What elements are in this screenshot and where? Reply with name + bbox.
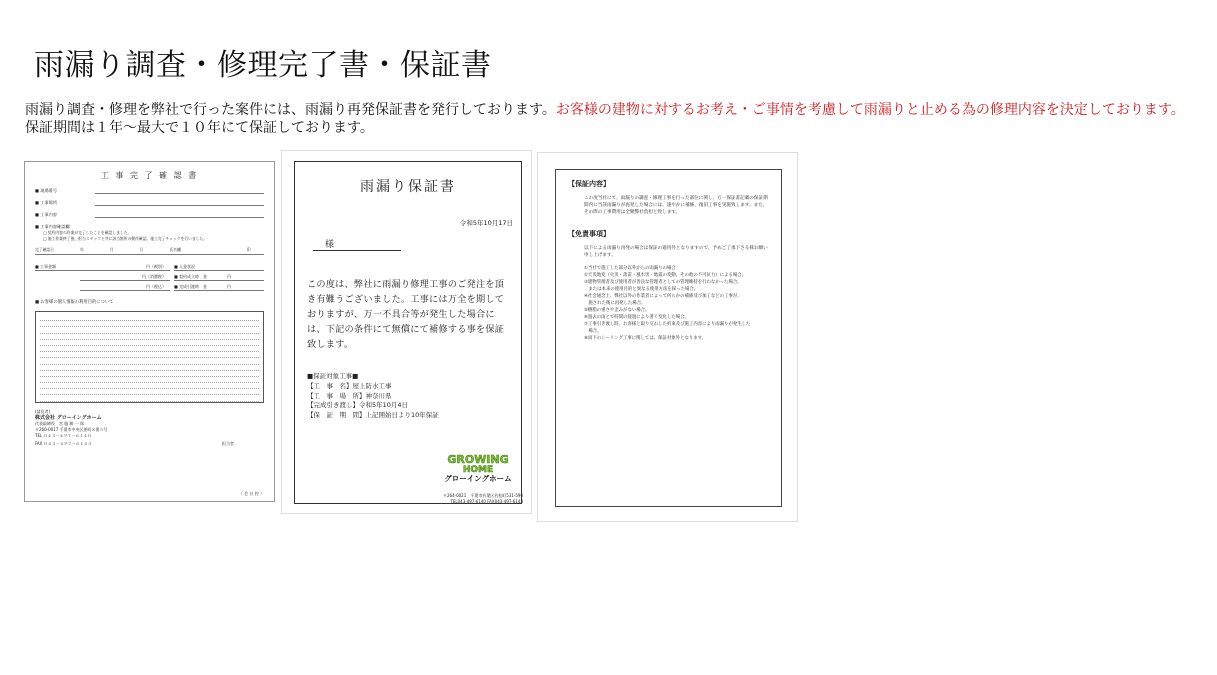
page-title: 雨漏り調査・修理完了書・保証書 — [34, 48, 492, 83]
intro-text-highlight: お客様の建物に対するお考え・ご事情を考慮して雨漏りと止める為の修理内容を決定しております。 — [555, 102, 1185, 118]
warranty-terms-frame — [555, 169, 782, 507]
list-item: ⑧雨下のシーリング工事に関しては、保証対象外となります。 — [584, 336, 707, 342]
warranty-recipient: 様 — [313, 237, 401, 251]
doc1-check: □ 契約内容の作業が完了したことを確認しました。 — [43, 230, 132, 235]
warranty-title: 雨漏り保証書 — [360, 179, 456, 195]
intro-text — [25, 101, 1185, 137]
intro-text-part2: 保証期間は１年〜最大で１０年にて保証しております。 — [25, 120, 374, 136]
warranty-document — [281, 150, 532, 514]
warranty-body: この度は、弊社に雨漏り修理工事のご発注を頂き有難うございました。工事には万全を期しておりますが、万一不具合等が発生した場合には、下記の条件にて無償にて補修する事を保証致します。 — [307, 279, 505, 350]
doc1-company-block: (請負者) 株式会社 グローイングホーム 代表取締役 宮 脇 勝 一 郎 〒260-0017 千葉市中央区要町８番５号 TEL ０４３－４９７－６１４０ FAX ０４３－４９７－６１４３ 担当者 — [35, 409, 234, 446]
list-item: ⑤樹脂の重さや歪みがない場合。 — [584, 308, 650, 314]
section-title: 【保証内容】 — [568, 180, 610, 188]
completion-confirmation-document — [24, 161, 275, 502]
exemption-list — [584, 265, 769, 342]
list-item: ⑦工事引き渡し時、お客様と取り交わした約束及び施工内容により雨漏りが発生した — [584, 322, 751, 328]
doc1-row: ■ 工事内容確認欄 — [35, 224, 70, 229]
warranty-terms-text: この度当社にて、雨漏りの調査・修理工事を行った部位に関し、万一保証書記載の保証期間内に当該雨漏りが再発した場合には、速やかに補修、復旧工事を実施致します。また、その際の工事費用は全額弊社負担と致します。 — [584, 196, 768, 216]
doc1-row: ■ 工事内容 — [35, 209, 264, 218]
doc1-privacy-box — [35, 311, 264, 403]
doc1-amounts: ■ 工事金額 円（税別） 円（消費税） 円（税込） ■ 入金状況 ■ 契約成立時 金 円 ■ 完成引渡時 金 円 — [35, 261, 264, 291]
list-item: 施された後に再発した場合。 — [584, 301, 646, 307]
intro-text-part1: 雨漏り調査・修理を弊社で行った案件には、雨漏り再発保証書を発行しております。 — [25, 102, 556, 118]
list-item: ②天災地変（火災・落雷・風水害・地震の変動、その他の不可抗力）による場合。 — [584, 273, 747, 279]
warranty-terms-document — [537, 152, 798, 522]
svg-text:グローイングホーム: グローイングホーム — [444, 474, 512, 483]
list-item: ①当社で施工した部分以外からの雨漏りの場合 — [584, 266, 676, 272]
doc1-check: □ 施工作業終了後、担当スタッフと共に該当箇所の動作確認、施工完了チェックを行いました。 — [43, 236, 208, 241]
growing-home-logo — [437, 451, 519, 483]
doc1-row: ■ 現場番号 — [35, 185, 264, 194]
doc1-privacy-title: ■ お客様の個人情報の利用目的について — [35, 300, 114, 305]
svg-text:GROWING: GROWING — [447, 453, 509, 466]
doc1-sign-row: 完了確認日 年 月 日 氏名欄 印 — [35, 247, 264, 255]
list-item: または本来の使用目的と異なる使用方法を採った場合。 — [584, 287, 699, 293]
svg-text:HOME: HOME — [462, 465, 494, 475]
doc1-row: ■ 工事場所 — [35, 197, 264, 206]
section-title: 【免責事項】 — [568, 229, 610, 238]
warranty-target: ■保証対象工事■ 【工 事 名】屋上防水工事 【工 事 場 所】神奈川県 【完成引き渡し】令和5年10月4日 【保 証 期 間】上記開始日より10年保証 — [307, 372, 439, 420]
list-item: ⑥過去の雨とで時間の経過により著く変化した場合。 — [584, 315, 689, 321]
list-item: ④社会通念上、弊社以外の作業者によって何らかの補修及び加工などの工事が、 — [584, 294, 742, 300]
exemption-intro: 以下による雨漏り再発の場合は保証の適用外となりますので、予めご了承下さる様お願い申し上げます。 — [584, 245, 768, 258]
doc1-title: 工 事 完 了 確 認 書 — [100, 171, 199, 180]
doc1-copy-label: （ 会 社 控 ） — [238, 491, 264, 496]
warranty-address: 〒264-0021 千葉市若葉区若松町531-590 TEL043-497-6140 FAX043-497-6143 — [443, 493, 523, 504]
list-item: 場合。 — [584, 329, 602, 335]
warranty-date: 令和5年10月17日 — [459, 219, 513, 227]
list-item: ③建物管理者及び使用者が善良な管理者としての管理維持を行わなかった場合、 — [584, 280, 742, 286]
